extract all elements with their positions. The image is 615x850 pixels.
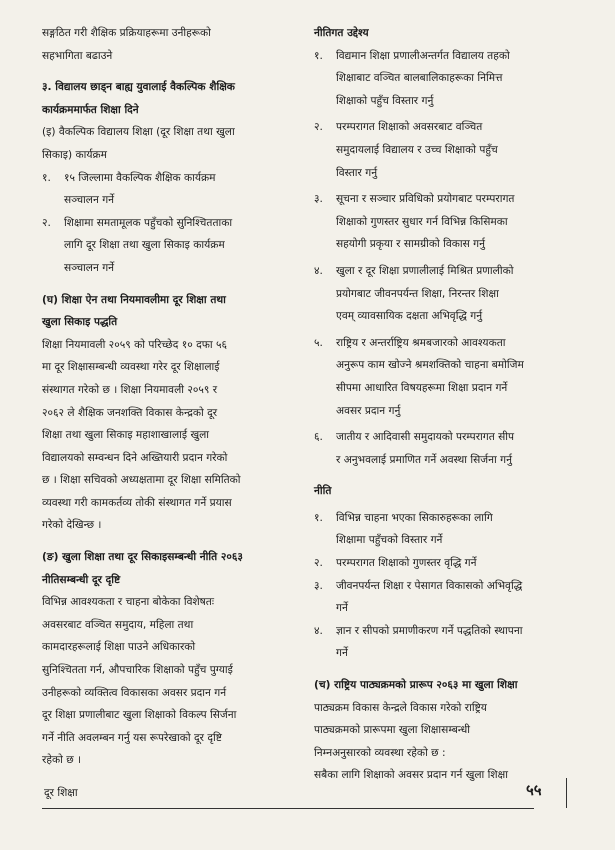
paragraph-line: छ । शिक्षा सचिवको अध्यक्षतामा दूर शिक्षा समितिको — [42, 474, 241, 487]
paragraph-line: सुनिश्चितता गर्न, औपचारिक शिक्षाको पहुँच पुग्याई — [42, 664, 233, 677]
list-text: विस्तार गर्नु — [336, 166, 378, 179]
policy-item — [314, 507, 576, 552]
intro-line: सहभागिता बढाउने — [42, 49, 113, 62]
paragraph-line: विभिन्न आवश्यकता र चाहना बोकेका विशेषतः — [42, 596, 214, 609]
list-text: सञ्चालन गर्ने — [64, 194, 115, 207]
list-number: २. — [42, 216, 51, 229]
paragraph-line: सबैका लागि शिक्षाको अवसर प्रदान गर्न खुला शिक्षा — [314, 769, 508, 782]
list-text: शिक्षाको पहुँच विस्तार गर्नु — [336, 94, 434, 107]
list-number: २. — [314, 557, 323, 570]
list-text: एवम् व्यावसायिक दक्षता अभिवृद्धि गर्नु — [336, 310, 483, 323]
list-text: गर्ने — [336, 602, 348, 615]
list-text: प्रयोगबाट जीवनपर्यन्त शिक्षा, निरन्तर शिक्षा — [336, 287, 499, 300]
paragraph-line: पाठ्यक्रमको प्रारूपमा खुला शिक्षासम्बन्धी — [314, 724, 470, 737]
section-3-heading: ३. विद्यालय छाड्न बाह्य युवालाई वैकल्पिक शैक्षिक — [42, 81, 235, 94]
footer-rule — [42, 808, 534, 809]
list-text: सहयोगी प्रकृया र सामग्रीको विकास गर्नु — [336, 238, 485, 251]
policy-item — [314, 620, 576, 665]
subsection-i-heading: (इ) वैकल्पिक विद्यालय शिक्षा (दूर शिक्षा तथा खुला — [42, 126, 235, 139]
list-text: १५ जिल्लामा वैकल्पिक शैक्षिक कार्यक्रम — [64, 171, 216, 184]
policy-item — [314, 575, 576, 620]
list-number: ४. — [314, 624, 323, 637]
section-gha-heading: खुला सिकाइ पद्धति — [42, 316, 118, 329]
list-text: गर्ने — [336, 647, 348, 660]
list-number: १. — [314, 49, 323, 62]
paragraph-line: गर्ने नीति अवलम्बन गर्नु यस रूपरेखाको दूर दृष्टि — [42, 731, 222, 744]
running-footer-title: दूर शिक्षा — [44, 787, 78, 799]
list-number: २. — [314, 121, 323, 134]
page-number: ५५ — [526, 781, 542, 799]
paragraph-line: निम्नअनुसारको व्यवस्था रहेको छ : — [314, 746, 446, 759]
intro-line: सङ्गठित गरी शैक्षिक प्रक्रियाहरूमा उनीहरूको — [42, 27, 211, 39]
list-text: विभिन्न चाहना भएका सिकारुहरूका लागि — [336, 511, 493, 524]
objective-item — [314, 116, 576, 184]
list-text: समुदायलाई विद्यालय र उच्च शिक्षाको पहुँच — [336, 143, 498, 156]
paragraph-line: संस्थागत गरेको छ । शिक्षा नियमावली २०५९ र — [42, 383, 218, 396]
section-gha-heading: (घ) शिक्षा ऐन तथा नियमावलीमा दूर शिक्षा तथा — [42, 293, 226, 306]
list-text: सीपमा आधारित विषयहरूमा शिक्षा प्रदान गर्ने — [336, 381, 508, 394]
objective-item — [314, 426, 576, 471]
section-nga-heading: (ङ) खुला शिक्षा तथा दूर सिकाइसम्बन्धी नीति २०६३ — [42, 551, 243, 564]
list-text: परम्परागत शिक्षाको गुणस्तर वृद्धि गर्ने — [336, 557, 477, 570]
list-text: सूचना र सञ्चार प्रविधिको प्रयोगबाट परम्परागत — [336, 193, 515, 206]
paragraph-line: मा दूर शिक्षासम्बन्धी व्यवस्था गरेर दूर शिक्षालाई — [42, 361, 220, 374]
list-text: सञ्चालन गर्ने — [64, 261, 115, 274]
paragraph-line: गरेको देखिन्छ । — [42, 519, 102, 532]
policy-item — [314, 552, 576, 575]
objective-item — [314, 332, 576, 422]
list-number: १. — [42, 171, 51, 184]
list-text: परम्परागत शिक्षाको अवसरबाट वञ्चित — [336, 121, 483, 134]
paragraph-line: रहेको छ । — [42, 754, 82, 767]
subsection-i-heading: सिकाइ) कार्यक्रम — [42, 148, 107, 161]
list-text: ज्ञान र सीपको प्रमाणीकरण गर्ने पद्धतिको स्थापना — [336, 624, 523, 637]
list-text: राष्ट्रिय र अन्तर्राष्ट्रिय श्रमबजारको आवश्यकता — [336, 336, 506, 349]
list-text: खुला र दूर शिक्षा प्रणालीलाई मिश्रित प्रणालीको — [336, 264, 514, 277]
objective-item — [314, 188, 576, 256]
paragraph-line: व्यवस्था गरी कामकर्तव्य तोकी संस्थागत गर्ने प्रयास — [42, 496, 232, 509]
paragraph-line: कामदारहरूलाई शिक्षा पाउने अधिकारको — [42, 641, 196, 654]
paragraph-line: २०६२ ले शैक्षिक जनशक्ति विकास केन्द्रको दूर — [42, 406, 218, 419]
list-number: ५. — [314, 336, 323, 349]
list-number: ४. — [314, 264, 323, 277]
paragraph-line: उनीहरूको व्यक्तित्व विकासका अवसर प्रदान गर्न — [42, 686, 227, 699]
list-number: ६. — [314, 431, 323, 444]
right-column — [314, 22, 576, 787]
section-cha-heading: (च) राष्ट्रिय पाठ्यक्रमको प्रारूप २०६३ मा खुला शिक्षा — [314, 679, 518, 692]
paragraph-line: दूर शिक्षा प्रणालीबाट खुला शिक्षाको विकल्प सिर्जना — [42, 709, 237, 722]
policy-heading: नीति — [314, 485, 332, 498]
footer-rule-vertical — [566, 778, 567, 808]
list-text: अवसर प्रदान गर्नु — [336, 404, 401, 417]
paragraph-line: पाठ्यक्रम विकास केन्द्रले विकास गरेको राष्ट्रिय — [314, 701, 487, 714]
objective-item — [314, 260, 576, 328]
paragraph-line: अवसरबाट वञ्चित समुदाय, महिला तथा — [42, 618, 194, 631]
section-nga-heading: नीतिसम्बन्धी दूर दृष्टि — [42, 573, 121, 586]
list-text: शिक्षाबाट वञ्चित बालबालिकाहरूका निमित्त — [336, 72, 503, 85]
list-text: अनुरूप काम खोज्ने श्रमशक्तिको चाहना बमोजिम — [336, 359, 524, 372]
list-text: शिक्षामा पहुँचको विस्तार गर्ने — [336, 534, 443, 547]
list-text: विद्यमान शिक्षा प्रणालीअन्तर्गत विद्यालय तहको — [336, 49, 510, 62]
objective-item — [314, 45, 576, 113]
left-column — [42, 22, 304, 772]
list-text: शिक्षाको गुणस्तर सुधार गर्न विभिन्न किसिमका — [336, 215, 508, 228]
objectives-heading: नीतिगत उद्देश्य — [314, 27, 369, 39]
list-text: लागि दूर शिक्षा तथा खुला सिकाइ कार्यक्रम — [64, 239, 225, 252]
list-text: शिक्षामा समतामूलक पहुँचको सुनिश्चितताका — [64, 216, 233, 229]
list-item — [42, 212, 304, 280]
list-item — [42, 167, 304, 212]
list-number: १. — [314, 511, 323, 524]
paragraph-line: विद्यालयको सम्वन्धन दिने अख्तियारी प्रदान गरेको — [42, 451, 228, 464]
list-text: र अनुभवलाई प्रमाणित गर्ने अवस्था सिर्जना गर्नु — [336, 453, 513, 466]
list-number: ३. — [314, 579, 323, 592]
list-number: ३. — [314, 193, 323, 206]
list-text: जातीय र आदिवासी समुदायको परम्परागत सीप — [336, 431, 515, 444]
paragraph-line: शिक्षा तथा खुला सिकाइ महाशाखालाई खुला — [42, 429, 210, 442]
paragraph-line: शिक्षा नियमावली २०५९ को परिच्छेद १० दफा ५६ — [42, 338, 228, 351]
list-text: जीवनपर्यन्त शिक्षा र पेसागत विकासको अभिवृद्धि — [336, 579, 523, 592]
section-3-heading: कार्यक्रममार्फत शिक्षा दिने — [42, 103, 139, 116]
